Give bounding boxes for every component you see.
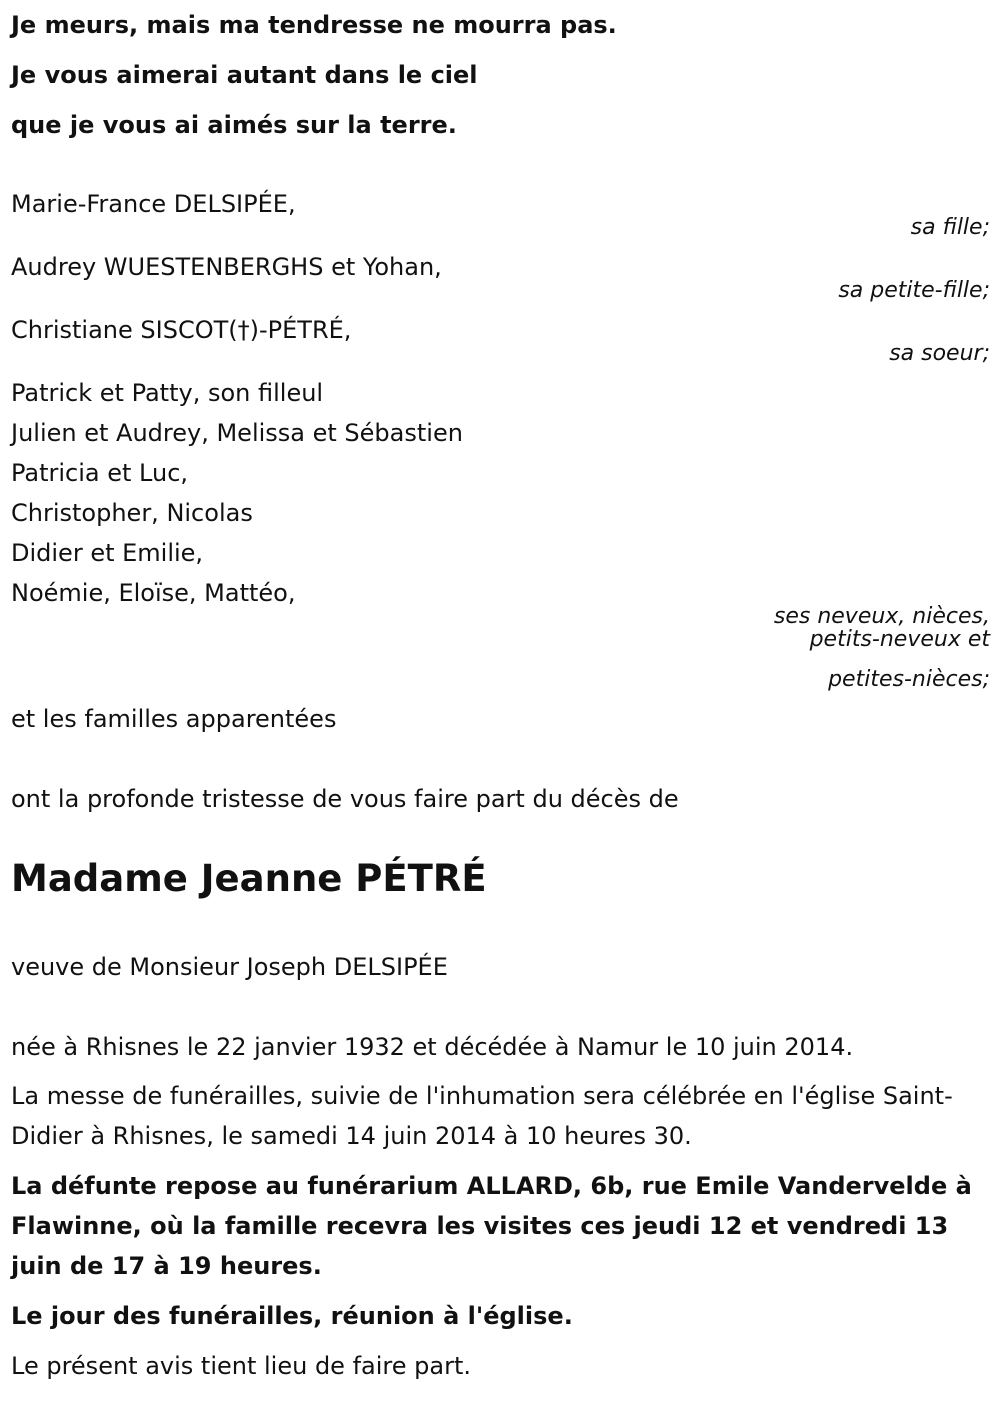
sister-role: sa soeur; (889, 341, 990, 366)
granddaughter-name: Audrey WUESTENBERGHS et Yohan, (11, 253, 442, 281)
notice-note: Le présent avis tient lieu de faire part. (11, 1352, 471, 1380)
announcement: ont la profonde tristesse de vous faire part du décès de (11, 785, 679, 813)
nephew-line-3: Patricia et Luc, (11, 459, 189, 487)
epitaph-line-2: Je vous aimerai autant dans le ciel (11, 61, 478, 89)
nephews-role-line-3: petites-nièces; (828, 667, 990, 692)
meeting-note: Le jour des funérailles, réunion à l'église. (11, 1302, 573, 1330)
widow-of: veuve de Monsieur Joseph DELSIPÉE (11, 953, 448, 981)
nephew-line-5: Didier et Emilie, (11, 539, 204, 567)
funerarium-paragraph: La défunte repose au funérarium ALLARD, 6b, rue Emile Vandervelde à Flawinne, où la famille recevra les visites ces jeudi 12 et vendredi 13 juin de 17 à 19 heures. (11, 1172, 972, 1280)
nephews-role-line-2: petits-neveux et (809, 627, 990, 652)
funeral-mass-paragraph: La messe de funérailles, suivie de l'inhumation sera célébrée en l'église Saint-Didier à Rhisnes, le samedi 14 juin 2014 à 10 heures 30. (11, 1082, 953, 1150)
daughter-name: Marie-France DELSIPÉE, (11, 190, 296, 218)
nephew-line-4: Christopher, Nicolas (11, 499, 253, 527)
nephews-role-line-1: ses neveux, nièces, (773, 604, 990, 629)
related-families: et les familles apparentées (11, 705, 337, 733)
daughter-role: sa fille; (910, 215, 990, 240)
nephew-line-2: Julien et Audrey, Melissa et Sébastien (11, 419, 463, 447)
epitaph-line-3: que je vous ai aimés sur la terre. (11, 111, 457, 139)
nephew-line-1: Patrick et Patty, son filleul (11, 379, 324, 407)
sister-name: Christiane SISCOT(†)-PÉTRÉ, (11, 316, 352, 344)
nephew-line-6: Noémie, Eloïse, Mattéo, (11, 579, 296, 607)
birth-death-dates: née à Rhisnes le 22 janvier 1932 et décédée à Namur le 10 juin 2014. (11, 1033, 854, 1061)
epitaph-line-1: Je meurs, mais ma tendresse ne mourra pas. (11, 11, 617, 39)
deceased-name: Madame Jeanne PÉTRÉ (11, 857, 487, 900)
granddaughter-role: sa petite-fille; (838, 278, 990, 303)
